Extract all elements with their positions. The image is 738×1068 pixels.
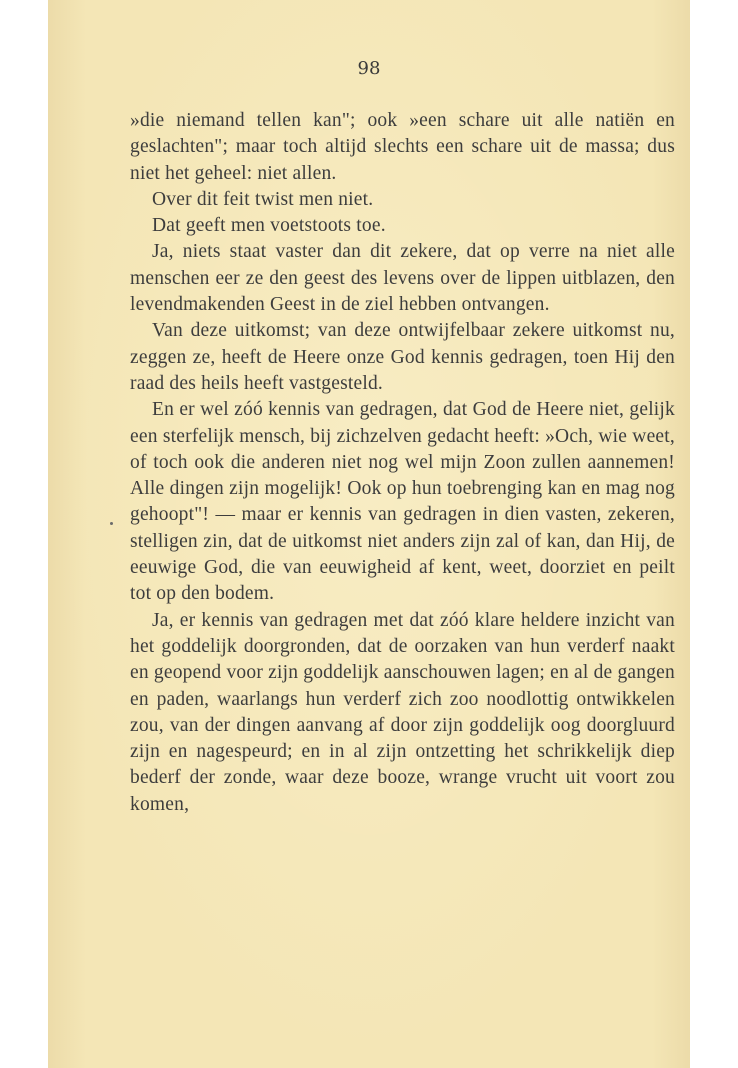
paragraph-uitkomst: Van deze uitkomst; van deze ontwijfelbaar zekere uitkomst nu, zeggen ze, heeft de Heere onze God kennis gedragen, toen Hij den raad des heils heeft vastgesteld.	[130, 320, 675, 394]
body-text	[130, 108, 675, 818]
page-paper	[48, 0, 690, 1068]
paragraph-feit: Over dit feit twist men niet.	[152, 188, 374, 210]
paragraph-ja-niets: Ja, niets staat vaster dan dit zekere, dat op verre na niet alle menschen eer ze den geest des levens over de lippen uitblazen, den levendmakenden Geest in de ziel hebben ontvangen.	[130, 241, 675, 316]
paragraph-voetstoots: Dat geeft men voetstoots toe.	[152, 215, 386, 237]
paper-speck	[110, 522, 113, 525]
paragraph-kennis: En er wel zóó kennis van gedragen, dat God de Heere niet, gelijk een sterfelijk mensch, bij zichzelven gedacht heeft: »Och, wie weet, of toch ook die anderen niet nog wel mijn Zoon zullen aannemen! Alle dingen zijn mogelijk! Ook op hun toebrenging kan en mag nog gehoopt"! — maar er kennis van gedragen in dien vasten, zekeren, stelligen zin, dat de uitkomst niet anders zijn zal of kan, dan Hij, de eeuwige God, die van eeuwigheid af kent, weet, doorziet en peilt tot op den bodem.	[130, 399, 675, 605]
page-number: 98	[357, 58, 381, 79]
paragraph-inzicht: Ja, er kennis van gedragen met dat zóó klare heldere inzicht van het goddelijk doorgronden, dat de oorzaken van hun verderf naakt en geopend voor zijn goddelijk aanschouwen lagen; en al de gangen en paden, waarlangs hun verderf zich zoo noodlottig ontwikkelen zou, van der dingen aanvang af door zijn goddelijk oog doorgluurd zijn en nagespeurd; en in al zijn ontzetting het schrikkelijk diep bederf der zonde, waar deze booze, wrange vrucht uit voort zou komen,	[130, 609, 675, 815]
paragraph-continuation: »die niemand tellen kan"; ook »een schare uit alle natiën en geslachten"; maar toch altijd slechts een schare uit de massa; dus niet het geheel: niet allen.	[130, 110, 675, 184]
